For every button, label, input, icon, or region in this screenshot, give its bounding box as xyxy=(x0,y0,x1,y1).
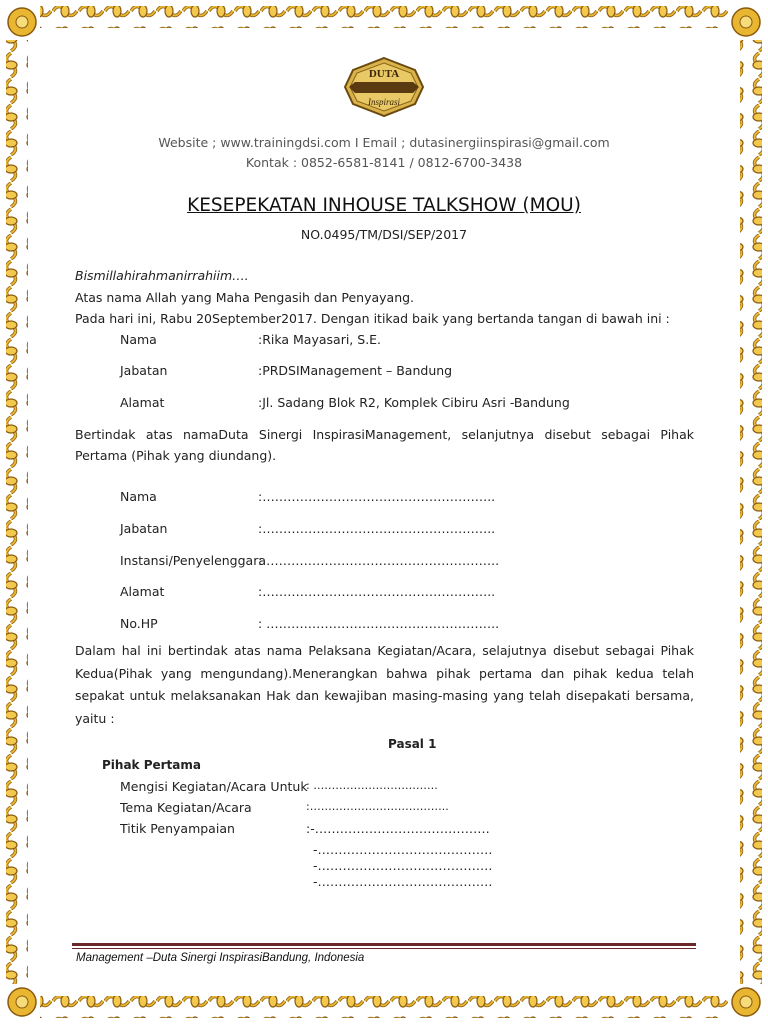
pasal-title: Pasal 1 xyxy=(388,737,437,751)
party2-address-value: :……………………………………………….. xyxy=(258,584,496,599)
party1-name-label: Nama xyxy=(120,332,157,347)
footer-rule-thin xyxy=(72,948,696,949)
pasal-item-point-label: Titik Penyampaian xyxy=(120,821,235,836)
party1-position-value: :PRDSIManagement – Bandung xyxy=(258,363,453,378)
footer-rule-thick xyxy=(72,943,696,946)
party2-name-value: :……………………………………………….. xyxy=(258,489,496,504)
document-number: NO.0495/TM/DSI/SEP/2017 xyxy=(300,227,468,242)
duta-inspirasi-logo xyxy=(341,56,427,118)
pasal-extra-point: -…………………………………… xyxy=(313,858,493,873)
party1-statement: Bertindak atas namaDuta Sinergi InspirasiManagement, selanjutnya disebut sebagai Pihak Pertama (Pihak yang diundang). xyxy=(75,427,694,463)
bismillah-line: Bismillahirahmanirrahiim…. xyxy=(75,268,249,283)
party2-phone-label: No.HP xyxy=(120,616,158,631)
party2-name-label: Nama xyxy=(120,489,157,504)
logo-bottom-text: Inspirasi xyxy=(367,97,401,107)
document-title: KESEPEKATAN INHOUSE TALKSHOW (MOU) xyxy=(187,195,581,216)
party2-institution-value: : ……………………………………………….. xyxy=(258,553,500,568)
party2-position-label: Jabatan xyxy=(120,521,168,536)
party1-address-label: Alamat xyxy=(120,395,165,410)
pasal-extra-point: -…………………………………… xyxy=(313,874,493,889)
website-email-line: Website ; www.trainingdsi.com I Email ; dutasinergiinspirasi@gmail.com xyxy=(158,135,610,150)
intro-line-2: Pada hari ini, Rabu 20September2017. Dengan itikad baik yang bertanda tangan di bawah ini : xyxy=(75,311,670,326)
pasal-item-activity-value: : ……………………………. xyxy=(306,779,438,792)
pasal-item-theme-value: :……………………………….. xyxy=(306,800,449,813)
pasal-item-point-value: :-…………………………………… xyxy=(306,821,490,836)
phone-contact-line: Kontak : 0852-6581-8141 / 0812-6700-3438 xyxy=(245,155,523,170)
intro-line-1: Atas nama Allah yang Maha Pengasih dan Penyayang. xyxy=(75,290,415,305)
pasal-item-activity-label: Mengisi Kegiatan/Acara Untuk xyxy=(120,779,308,794)
pasal-item-theme-label: Tema Kegiatan/Acara xyxy=(120,800,252,815)
party2-address-label: Alamat xyxy=(120,584,165,599)
party2-statement: Dalam hal ini bertindak atas nama Pelaksana Kegiatan/Acara, selajutnya disebut sebagai Pihak Kedua(Pihak yang mengundang).Menerangkan bahwa pihak pertama dan pihak kedua telah sepakat untuk melaksanakan Hak dan kewajiban masing-masing yang telah disepakati bersama, yaitu : xyxy=(75,643,694,726)
logo-top-text: DUTA xyxy=(368,68,400,80)
party1-position-label: Jabatan xyxy=(120,363,168,378)
party2-position-value: :……………………………………………….. xyxy=(258,521,496,536)
footer-text: Management –Duta Sinergi InspirasiBandung, Indonesia xyxy=(76,952,365,964)
party1-name-value: :Rika Mayasari, S.E. xyxy=(258,332,382,347)
party2-phone-value: : ……………………………………………….. xyxy=(258,616,500,631)
pasal-extra-point: -…………………………………… xyxy=(313,842,493,857)
pasal-subheading: Pihak Pertama xyxy=(102,758,201,772)
party2-institution-label: Instansi/Penyelenggara xyxy=(120,553,267,568)
party1-address-value: :Jl. Sadang Blok R2, Komplek Cibiru Asri -Bandung xyxy=(258,395,570,410)
